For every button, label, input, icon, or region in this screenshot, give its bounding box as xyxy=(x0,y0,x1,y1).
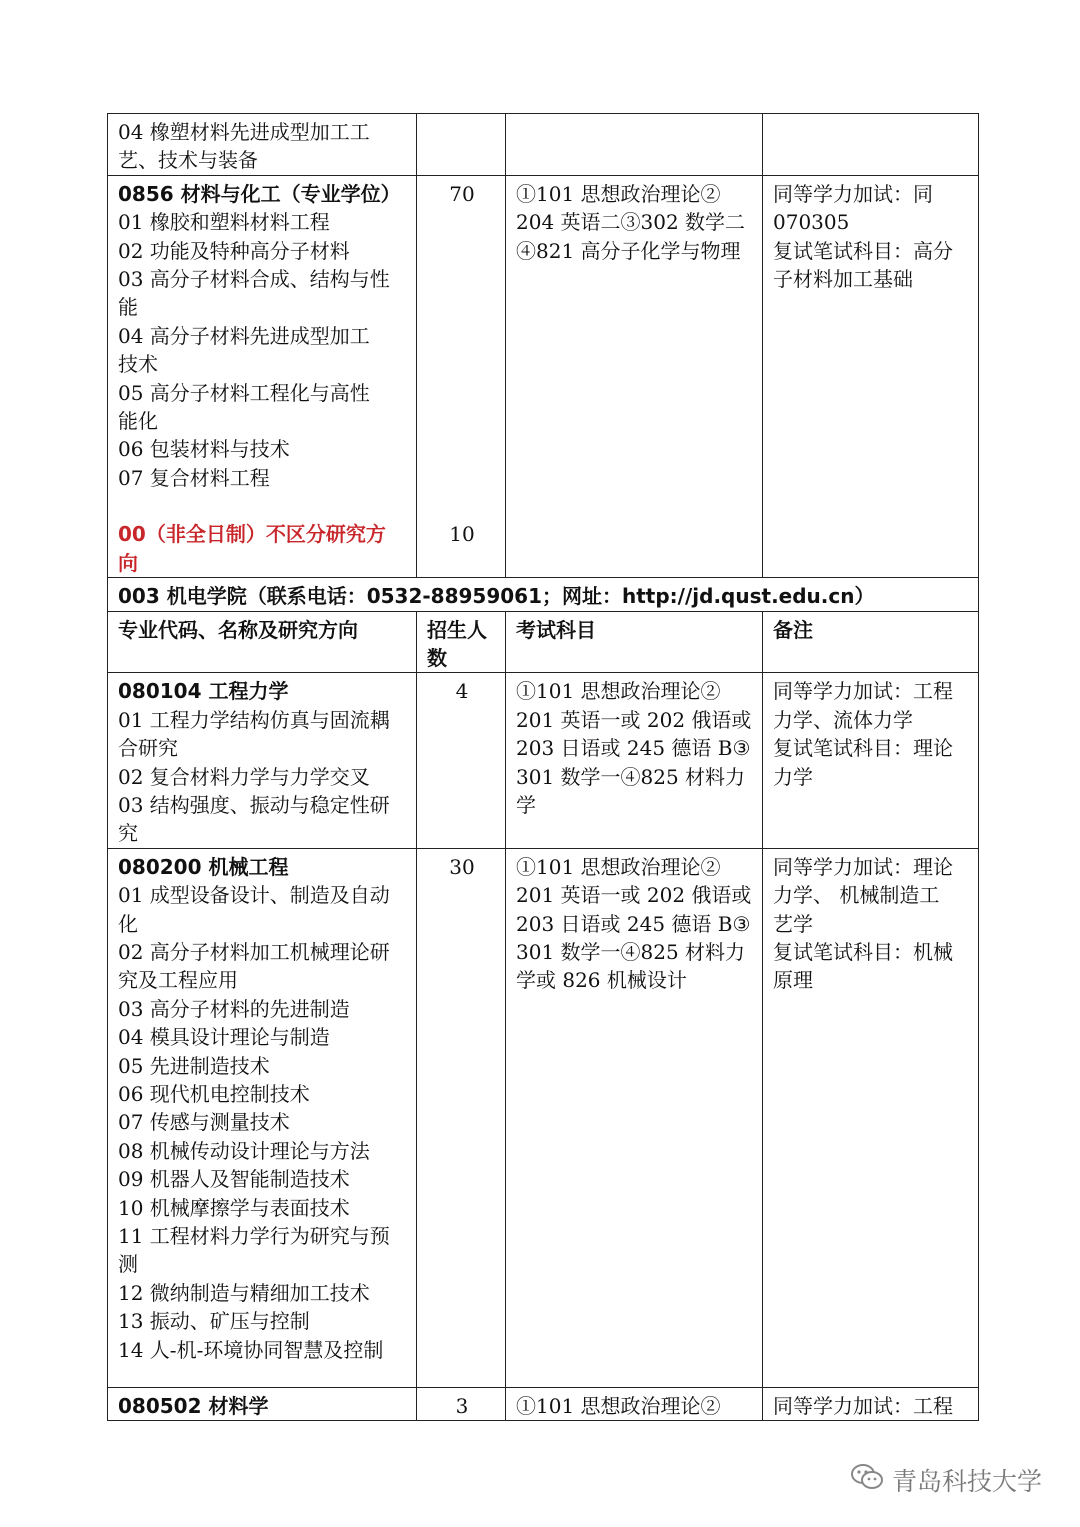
note-line: 070305 xyxy=(773,210,850,235)
college-row xyxy=(108,578,979,611)
exam-line: 201 英语一或 202 俄语或 xyxy=(516,883,752,908)
direction-line: 04 橡塑材料先进成型加工工 xyxy=(118,120,370,144)
exam-line: 301 数学一④825 材料力 xyxy=(516,764,746,789)
count-gap xyxy=(427,208,497,520)
direction-line: 14 人-机-环境协同智慧及控制 xyxy=(118,1337,384,1362)
direction-line: 究 xyxy=(118,821,138,846)
header-row xyxy=(108,611,979,673)
exam-line: 学 xyxy=(516,792,536,817)
direction-line: 11 工程材料力学行为研究与预 xyxy=(118,1224,390,1249)
direction-line: 测 xyxy=(118,1252,138,1277)
exam-line: 203 日语或 245 德语 B③ xyxy=(516,911,751,936)
direction-line: 02 功能及特种高分子材料 xyxy=(118,238,350,263)
exam-line: ④821 高分子化学与物理 xyxy=(516,238,741,263)
header-count-line: 数 xyxy=(427,645,447,670)
direction-line: 艺、技术与装备 xyxy=(118,148,258,173)
major-code: 080104 工程力学 xyxy=(118,679,289,704)
direction-line: 03 高分子材料的先进制造 xyxy=(118,996,350,1021)
direction-line: 03 高分子材料合成、结构与性 xyxy=(118,267,390,292)
exam-line: 301 数学一④825 材料力 xyxy=(516,939,746,964)
major-code: 0856 材料与化工（专业学位） xyxy=(118,181,401,206)
header-count-line: 招生人 xyxy=(427,617,487,642)
major-code: 080200 机械工程 xyxy=(118,854,289,879)
parttime-direction: 向 xyxy=(118,550,138,575)
major-code: 080502 材料学 xyxy=(108,1387,417,1420)
note-line: 复试笔试科目：高分 xyxy=(773,238,953,263)
college-title: 003 机电学院（联系电话：0532-88959061；网址：http://jd.qust.edu.cn） xyxy=(108,578,979,611)
direction-line: 04 高分子材料先进成型加工 xyxy=(118,323,370,348)
exam-line: 204 英语二③302 数学二 xyxy=(516,210,746,235)
direction-line: 01 成型设备设计、制造及自动 xyxy=(118,883,390,908)
table-row xyxy=(108,673,979,848)
count-cell: 3 xyxy=(417,1387,506,1420)
exam-cell xyxy=(506,848,763,1387)
exam-line: ①101 思想政治理论② xyxy=(516,679,721,704)
enrollment-count: 70 xyxy=(449,181,475,206)
name-cell xyxy=(108,673,417,848)
direction-line: 技术 xyxy=(118,352,158,377)
direction-line: 02 高分子材料加工机械理论研 xyxy=(118,939,390,964)
table-row xyxy=(108,848,979,1387)
direction-line: 01 橡胶和塑料材料工程 xyxy=(118,210,330,235)
blank-line xyxy=(118,492,408,520)
direction-line: 合研究 xyxy=(118,736,178,761)
direction-line: 04 模具设计理论与制造 xyxy=(118,1025,330,1050)
note-line: 同等学力加试：工程 xyxy=(773,679,953,704)
exam-cell xyxy=(506,114,763,176)
note-cell xyxy=(763,175,979,577)
direction-line: 07 传感与测量技术 xyxy=(118,1110,290,1135)
name-cell xyxy=(108,114,417,176)
count-cell xyxy=(417,175,506,577)
direction-line: 06 现代机电控制技术 xyxy=(118,1082,310,1106)
exam-line: ①101 思想政治理论② xyxy=(516,181,721,206)
count-cell xyxy=(417,114,506,176)
note-line: 艺学 xyxy=(773,911,813,936)
table-row xyxy=(108,175,979,577)
note-line: 同等学力加试：同 xyxy=(773,181,933,206)
direction-line: 能 xyxy=(118,295,138,320)
exam-line: 203 日语或 245 德语 B③ xyxy=(516,736,751,761)
direction-line: 06 包装材料与技术 xyxy=(118,437,290,462)
table-row xyxy=(108,1387,979,1420)
exam-cell xyxy=(506,673,763,848)
wechat-icon xyxy=(850,1462,884,1498)
direction-line: 05 高分子材料工程化与高性 xyxy=(118,380,370,405)
note-line: 子材料加工基础 xyxy=(773,267,913,292)
header-exam: 考试科目 xyxy=(506,611,763,673)
name-cell xyxy=(108,848,417,1387)
note-line: 力学 xyxy=(773,764,813,789)
direction-line: 08 机械传动设计理论与方法 xyxy=(118,1138,370,1163)
direction-line: 化 xyxy=(118,911,138,936)
note-line: 力学、 机械制造工 xyxy=(773,883,940,908)
note-cell xyxy=(763,114,979,176)
exam-line: 学或 826 机械设计 xyxy=(516,968,687,993)
exam-cell xyxy=(506,175,763,577)
name-cell xyxy=(108,175,417,577)
direction-line: 10 机械摩擦学与表面技术 xyxy=(118,1195,350,1220)
direction-line: 12 微纳制造与精细加工技术 xyxy=(118,1280,370,1305)
header-note: 备注 xyxy=(763,611,979,673)
count-cell: 30 xyxy=(417,848,506,1387)
direction-line: 05 先进制造技术 xyxy=(118,1053,270,1078)
admissions-table xyxy=(107,113,979,1421)
parttime-count: 10 xyxy=(449,522,475,547)
direction-line: 03 结构强度、振动与稳定性研 xyxy=(118,792,390,817)
direction-line: 02 复合材料力学与力学交叉 xyxy=(118,764,370,789)
exam-line: 201 英语一或 202 俄语或 xyxy=(516,707,752,732)
note-cell: 同等学力加试：工程 xyxy=(763,1387,979,1420)
header-count xyxy=(417,611,506,673)
header-major: 专业代码、名称及研究方向 xyxy=(108,611,417,673)
note-line: 原理 xyxy=(773,968,813,993)
count-cell: 4 xyxy=(417,673,506,848)
direction-line: 07 复合材料工程 xyxy=(118,465,270,490)
watermark xyxy=(850,1462,1042,1498)
note-line: 复试笔试科目：机械 xyxy=(773,939,953,964)
parttime-direction: 00（非全日制）不区分研究方 xyxy=(118,522,386,547)
note-cell xyxy=(763,673,979,848)
exam-line: ①101 思想政治理论② xyxy=(516,854,721,879)
direction-line: 能化 xyxy=(118,409,158,434)
exam-cell: ①101 思想政治理论② xyxy=(506,1387,763,1420)
table-row xyxy=(108,114,979,176)
note-line: 力学、流体力学 xyxy=(773,707,913,732)
direction-line: 01 工程力学结构仿真与固流耦 xyxy=(118,707,390,732)
watermark-text: 青岛科技大学 xyxy=(892,1467,1043,1496)
direction-line: 09 机器人及智能制造技术 xyxy=(118,1167,350,1192)
direction-line: 究及工程应用 xyxy=(118,968,238,993)
note-cell xyxy=(763,848,979,1387)
note-line: 复试笔试科目：理论 xyxy=(773,736,953,761)
note-line: 同等学力加试：理论 xyxy=(773,854,953,879)
direction-line: 13 振动、矿压与控制 xyxy=(118,1309,310,1334)
